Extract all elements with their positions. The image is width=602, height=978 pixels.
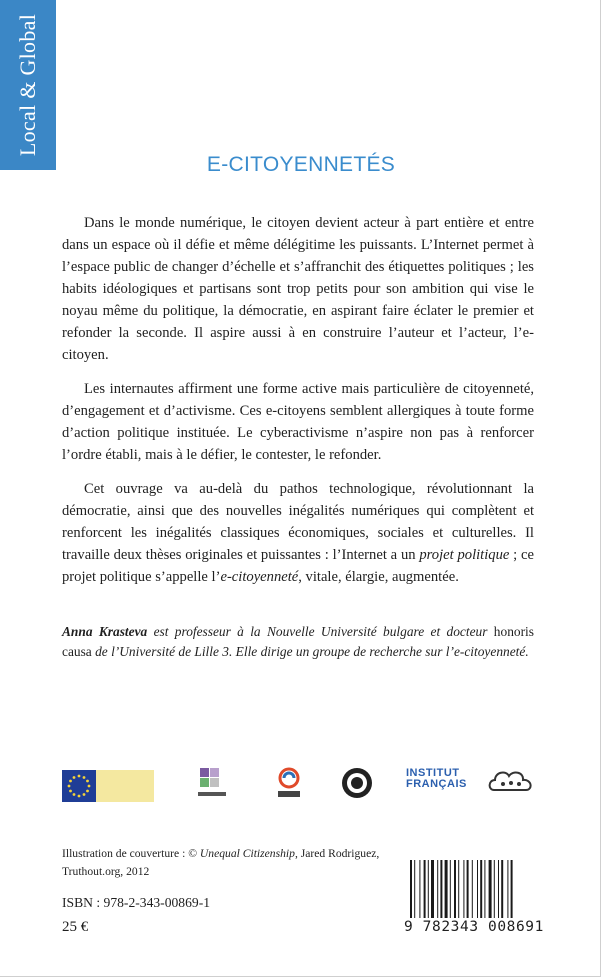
barcode-bar bbox=[419, 860, 420, 922]
barcode-bar bbox=[450, 860, 451, 922]
blurb-paragraph-1: Dans le monde numérique, le citoyen devient acteur à part entière et entre dans un espace où il défie et même délégitime les puissants. L’Internet permet à l’espace public de changer d’échelle et s’affranchit des étiquettes politiques ; les habits idéologiques et partisans sont trop petits pour son ambition qui vise le noyau même du politique, la démocratie, en aspirant faire éclater le premier et refonder la seconde. Il aspire aussi à en construire l’auteur et l’acteur, l’e-citoyen. bbox=[62, 215, 534, 363]
partner-logo-circle-icon bbox=[272, 764, 306, 804]
author-bio-2: de l’Université de Lille 3. Elle dirige un groupe de recherche sur l’e-citoyenneté. bbox=[91, 644, 529, 659]
blurb-paragraph-2: Les internautes affirment une forme active mais particulière de citoyenneté, d’engagement et d’activisme. Ces e-citoyens semblent allergiques à toute forme d’action politique instituée. Le cyberactivisme n’aspire non pas à renforcer l’ordre établi, mais à le défier, le contester, le refonder. bbox=[62, 381, 534, 463]
eu-logo bbox=[62, 770, 154, 802]
blurb bbox=[62, 212, 534, 600]
author-name: Anna Krasteva bbox=[62, 624, 148, 639]
credits-suffix: , Jared Rodriguez, Truthout.org, 2012 bbox=[62, 847, 380, 878]
barcode-bar bbox=[507, 860, 508, 922]
barcode-bar bbox=[428, 860, 429, 922]
book-title: E-CITOYENNETÉS bbox=[206, 153, 396, 176]
partner-logo-cloud-icon bbox=[486, 764, 536, 804]
price: 25 € bbox=[62, 919, 89, 935]
barcode-bar bbox=[463, 860, 464, 922]
institut-francais-logo: INSTITUT FRANÇAIS bbox=[406, 767, 467, 790]
eu-flag-icon bbox=[62, 770, 96, 802]
p3-mid: ; ce projet politique s’appelle l’ bbox=[62, 547, 534, 585]
barcode-bar bbox=[501, 860, 503, 922]
barcode-bar bbox=[431, 860, 434, 922]
barcode-bar bbox=[445, 860, 448, 922]
barcode-bar bbox=[477, 860, 478, 922]
p3-emphasis-2: e-citoyenneté bbox=[220, 569, 299, 585]
blurb-paragraph-3 bbox=[62, 478, 534, 588]
barcode-number: 9 782343 008691 bbox=[394, 918, 554, 936]
barcode-bar bbox=[498, 860, 499, 922]
barcode-bar bbox=[494, 860, 495, 922]
university-seal-icon bbox=[340, 764, 374, 804]
p3-lead: Cet ouvrage va au-delà du pathos technologique, révolutionnant la démocratie, ainsi que des nouvelles inégalités numériques qui complètent et renforcent les inégalités classiques économiques, sociales et culturelles. Il travaille deux thèses originales et puissantes : l’Internet a un bbox=[62, 481, 534, 563]
author-bio-1: est professeur à la Nouvelle Université bulgare et docteur bbox=[147, 624, 494, 639]
barcode-bar bbox=[410, 860, 412, 922]
partner-logos bbox=[62, 764, 542, 808]
eu-logo-text bbox=[96, 770, 154, 802]
barcode-bar bbox=[414, 860, 415, 922]
barcode-bar bbox=[480, 860, 482, 922]
barcode-bar bbox=[489, 860, 492, 922]
author-honoris: honoris causa bbox=[62, 624, 534, 659]
credits-prefix: Illustration de couverture : © bbox=[62, 847, 200, 860]
barcode-bar bbox=[458, 860, 459, 922]
barcode-bar bbox=[424, 860, 426, 922]
barcode-bar bbox=[440, 860, 442, 922]
series-tab bbox=[0, 0, 56, 170]
isbn: ISBN : 978-2-343-00869-1 bbox=[62, 895, 211, 910]
cover-credits bbox=[62, 845, 392, 881]
partner-logo-cubes-icon bbox=[194, 764, 230, 804]
series-label: Local & Global bbox=[15, 13, 40, 157]
barcode-bar bbox=[472, 860, 473, 922]
p3-tail: , vitale, élargie, augmentée. bbox=[298, 569, 459, 585]
barcode-bar bbox=[437, 860, 438, 922]
barcode-bar bbox=[511, 860, 513, 922]
barcode-bar bbox=[454, 860, 456, 922]
barcode-bar bbox=[484, 860, 485, 922]
credits-work: Unequal Citizenship bbox=[199, 847, 295, 860]
author-bio bbox=[62, 622, 534, 662]
barcode-bar bbox=[467, 860, 469, 922]
p3-emphasis-1: projet politique bbox=[419, 547, 510, 563]
